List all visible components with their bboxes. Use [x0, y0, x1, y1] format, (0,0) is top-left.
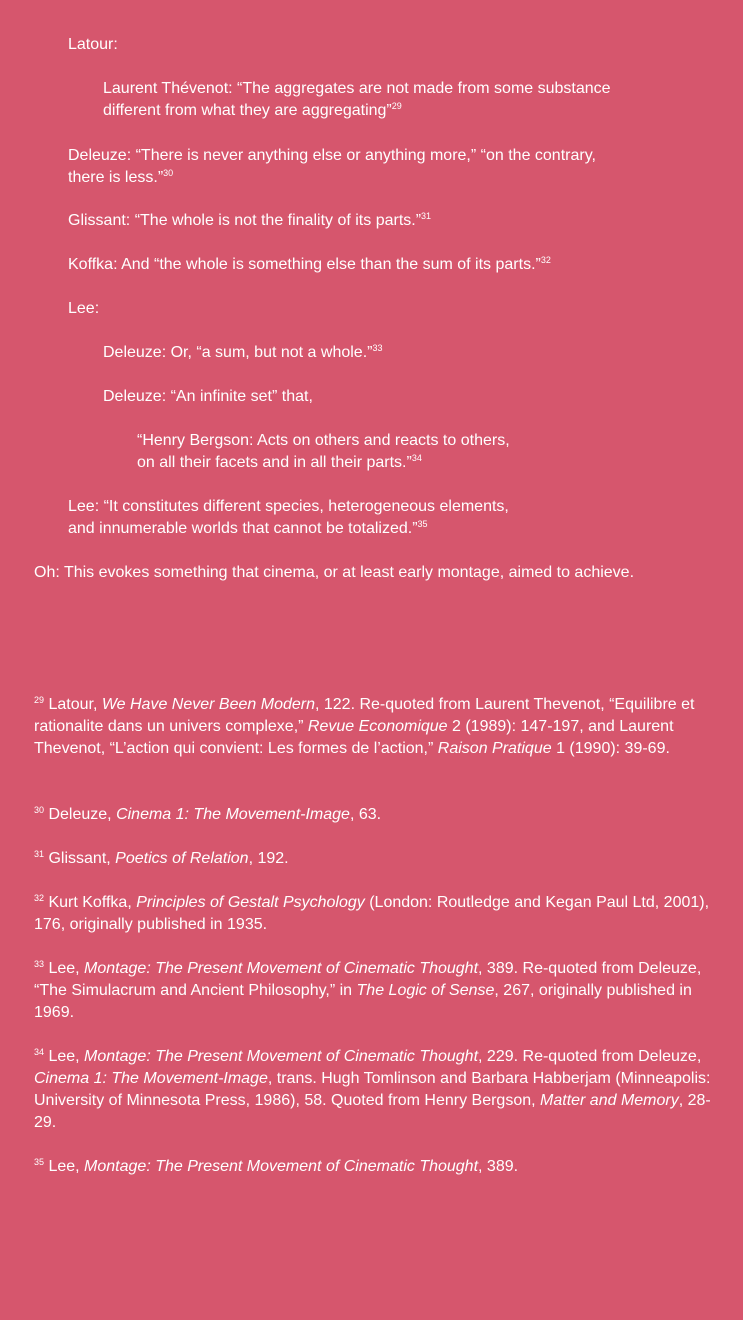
footnote-29-title-3: Raison Pratique: [437, 740, 552, 757]
footnote-ref-29: 29: [391, 101, 402, 111]
footnote-29: [34, 694, 714, 760]
footnote-35-text-c: , 389.: [478, 1158, 519, 1175]
deleuze-2-text: Deleuze: Or, “a sum, but not a whole.”: [103, 344, 373, 361]
footnote-34-title-3: Matter and Memory: [540, 1092, 679, 1109]
deleuze-1-line-1: Deleuze: “There is never anything else or anything more,” “on the contrary,: [68, 147, 596, 164]
footnote-30-text-a: Deleuze,: [44, 806, 117, 823]
footnote-29-text-g: 1 (1990): 39-69.: [551, 740, 670, 757]
footnote-34-text-c: , 229. Re-quoted from Deleuze,: [478, 1048, 702, 1065]
footnote-30-number: 30: [34, 805, 45, 815]
footnote-33-number: 33: [34, 959, 45, 969]
footnote-34-text-g: , 28-29.: [34, 1092, 711, 1131]
footnote-29-text-e: 2 (1989): 147-197, and Laurent Thevenot, “L’action qui convient: Les formes de l’action,”: [34, 718, 674, 757]
footnote-32-title: Principles of Gestalt Psychology: [136, 894, 365, 911]
footnote-32: [34, 892, 714, 936]
koffka-text: Koffka: And “the whole is something else than the sum of its parts.”: [68, 256, 541, 273]
footnote-ref-35: 35: [417, 519, 428, 529]
latour-label: Latour:: [68, 36, 118, 53]
lee-line-2-wrap: [68, 518, 509, 540]
footnote-ref-33: 33: [372, 343, 383, 353]
footnote-31: [34, 848, 714, 870]
bergson-line-2-wrap: [137, 452, 510, 474]
footnote-34-title-2: Cinema 1: The Movement-Image: [34, 1070, 268, 1087]
footnote-33-title-1: Montage: The Present Movement of Cinematic Thought: [84, 960, 479, 977]
footnote-34-text-e: , trans. Hugh Tomlinson and Barbara Habberjam (Minneapolis: University of Minnesota Press, 1986), 58. Quoted from Henry Bergson,: [34, 1070, 711, 1109]
footnote-32-text-c: (London: Routledge and Kegan Paul Ltd, 2001), 176, originally published in 1935.: [34, 894, 710, 933]
bergson-quote: [137, 430, 510, 474]
footnote-31-number: 31: [34, 849, 45, 859]
footnote-29-title-2: Revue Economique: [307, 718, 448, 735]
thevenot-quote: [103, 78, 611, 122]
footnote-29-text-c: , 122. Re-quoted from Laurent Thevenot, “Equilibre et rationalite dans un univers complexe,”: [34, 696, 695, 735]
glissant-quote: [68, 210, 431, 232]
koffka-quote: [68, 254, 551, 276]
footnote-33-text-e: , 267, originally published in 1969.: [34, 982, 692, 1021]
footnote-29-title-1: We Have Never Been Modern: [101, 696, 315, 713]
footnote-ref-31: 31: [421, 211, 432, 221]
thevenot-line-2-wrap: [103, 100, 611, 122]
footnote-32-text-a: Kurt Koffka,: [44, 894, 137, 911]
footnote-30-title: Cinema 1: The Movement-Image: [116, 806, 350, 823]
footnote-34-number: 34: [34, 1047, 45, 1057]
deleuze-quote-3: Deleuze: “An infinite set” that,: [103, 388, 313, 405]
lee-line-2: and innumerable worlds that cannot be totalized.”: [68, 520, 418, 537]
footnote-35-number: 35: [34, 1157, 45, 1167]
footnote-31-text-c: , 192.: [248, 850, 289, 867]
footnote-30-text-c: , 63.: [349, 806, 382, 823]
footnote-ref-32: 32: [540, 255, 551, 265]
lee-label: Lee:: [68, 300, 100, 317]
lee-quote: [68, 496, 509, 540]
footnote-31-title: Poetics of Relation: [115, 850, 249, 867]
footnote-32-number: 32: [34, 893, 45, 903]
footnote-31-text-a: Glissant,: [44, 850, 116, 867]
footnote-29-number: 29: [34, 695, 45, 705]
footnote-35-title: Montage: The Present Movement of Cinematic Thought: [84, 1158, 479, 1175]
thevenot-line-2: different from what they are aggregating”: [103, 102, 392, 119]
deleuze-quote-1: [68, 145, 596, 189]
deleuze-quote-2: [103, 342, 382, 364]
footnote-33: [34, 958, 714, 1024]
bergson-line-1: “Henry Bergson: Acts on others and reacts to others,: [137, 432, 510, 449]
footnote-33-text-a: Lee,: [44, 960, 85, 977]
oh-statement: Oh: This evokes something that cinema, or at least early montage, aimed to achieve.: [34, 564, 635, 581]
bergson-line-2: on all their facets and in all their parts.”: [137, 454, 412, 471]
footnote-ref-30: 30: [163, 168, 174, 178]
footnote-34-text-a: Lee,: [44, 1048, 85, 1065]
footnote-33-title-2: The Logic of Sense: [356, 982, 495, 999]
footnote-ref-34: 34: [411, 453, 422, 463]
footnote-35: [34, 1156, 714, 1178]
lee-line-1: Lee: “It constitutes different species, heterogeneous elements,: [68, 498, 509, 515]
thevenot-line-1: Laurent Thévenot: “The aggregates are not made from some substance: [103, 80, 611, 97]
deleuze-1-line-2-wrap: [68, 167, 596, 189]
footnote-34: [34, 1046, 714, 1134]
footnote-35-text-a: Lee,: [44, 1158, 85, 1175]
footnote-33-text-c: , 389. Re-quoted from Deleuze, “The Simulacrum and Ancient Philosophy,” in: [34, 960, 702, 999]
glissant-text: Glissant: “The whole is not the finality of its parts.”: [68, 212, 422, 229]
footnote-30: [34, 804, 714, 826]
deleuze-1-line-2: there is less.”: [68, 169, 164, 186]
footnote-29-text-a: Latour,: [44, 696, 102, 713]
footnote-34-title-1: Montage: The Present Movement of Cinematic Thought: [84, 1048, 479, 1065]
